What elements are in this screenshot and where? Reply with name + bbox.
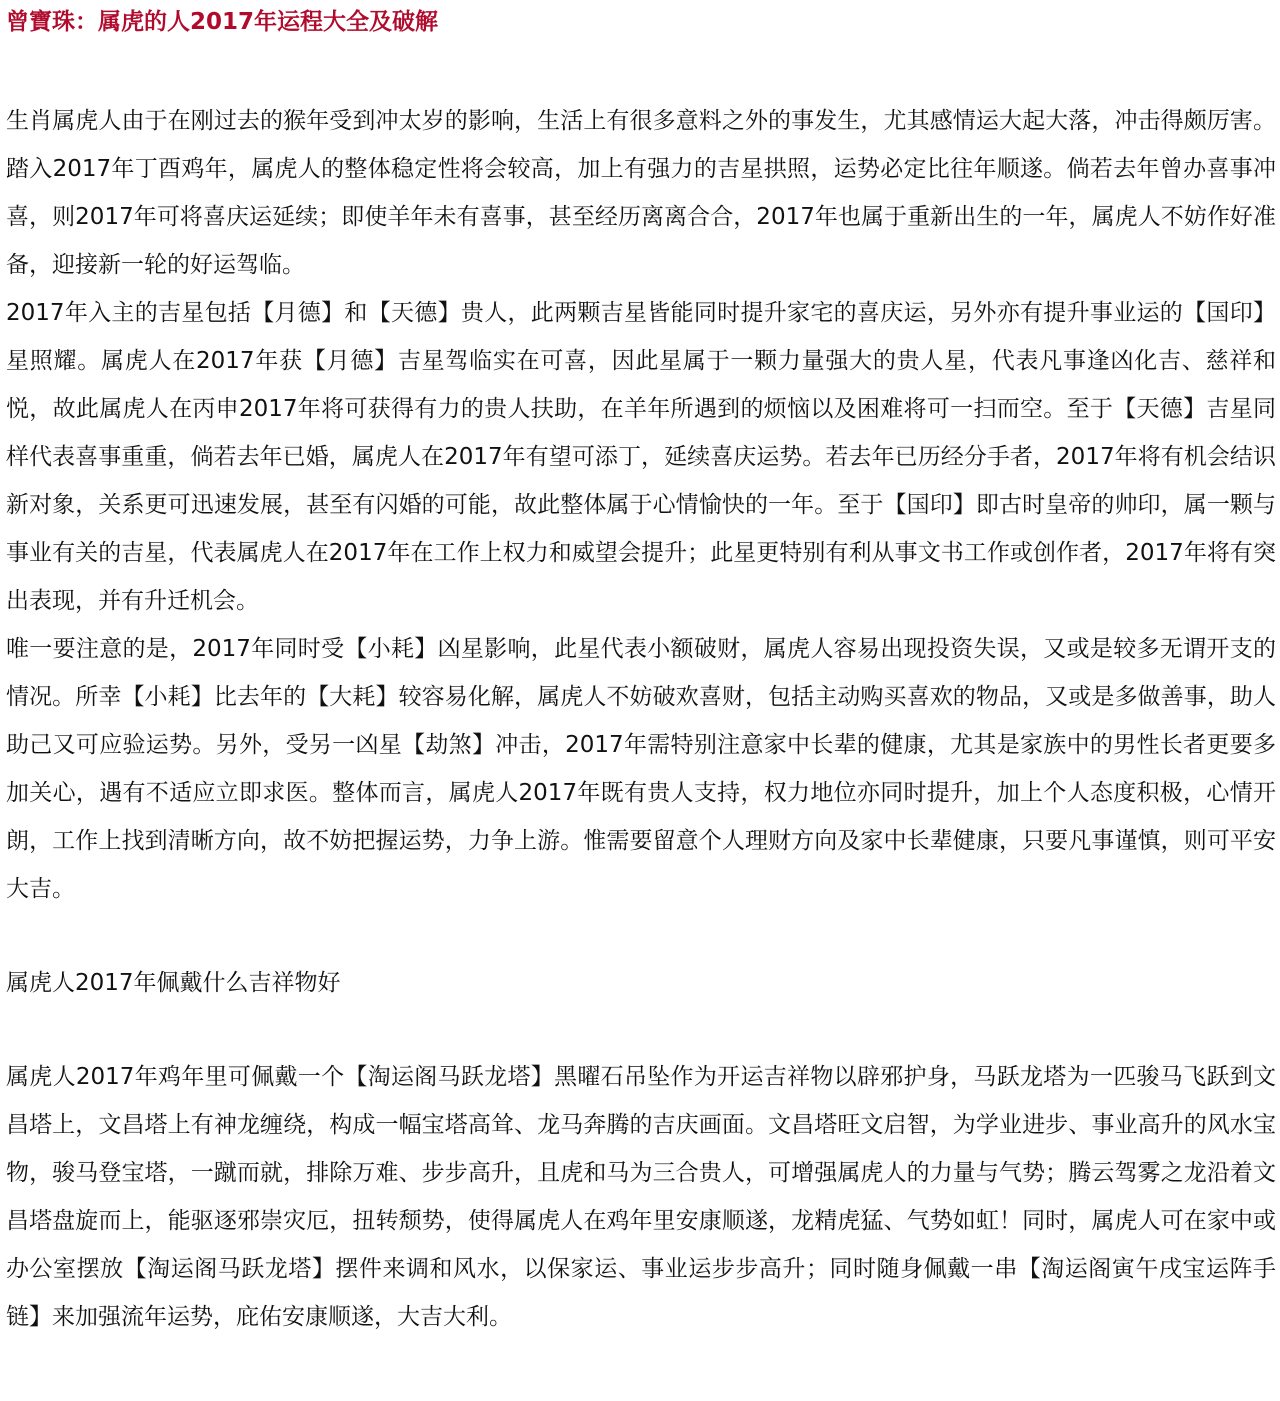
- paragraph-lucky-stars: 2017年入主的吉星包括【月德】和【天德】贵人，此两颗吉星皆能同时提升家宅的喜庆运，另外亦有提升事业运的【国印】星照耀。属虎人在2017年获【月德】吉星驾临实在可喜，因此星属于一颗力量强大的贵人星，代表凡事逢凶化吉、慈祥和悦，故此属虎人在丙申2017年将可获得有力的贵人扶助，在羊年所遇到的烦恼以及困难将可一扫而空。至于【天德】吉星同样代表喜事重重，倘若去年已婚，属虎人在2017年有望可添丁，延续喜庆运势。若去年已历经分手者，2017年将有机会结识新对象，关系更可迅速发展，甚至有闪婚的可能，故此整体属于心情愉快的一年。至于【国印】即古时皇帝的帅印，属一颗与事业有关的吉星，代表属虎人在2017年在工作上权力和威望会提升；此星更特别有利从事文书工作或创作者，2017年将有突出表现，并有升迁机会。: [6, 300, 1276, 614]
- spacer: [6, 1007, 1276, 1053]
- section-subheading: 属虎人2017年佩戴什么吉祥物好: [6, 970, 341, 996]
- paragraph-mascot: 属虎人2017年鸡年里可佩戴一个【淘运阁马跃龙塔】黑曜石吊坠作为开运吉祥物以辟邪护身，马跃龙塔为一匹骏马飞跃到文昌塔上，文昌塔上有神龙缠绕，构成一幅宝塔高耸、龙马奔腾的吉庆画面。文昌塔旺文启智，为学业进步、事业高升的风水宝物，骏马登宝塔，一蹴而就，排除万难、步步高升，且虎和马为三合贵人，可增强属虎人的力量与气势；腾云驾雾之龙沿着文昌塔盘旋而上，能驱逐邪崇灾厄，扭转颓势，使得属虎人在鸡年里安康顺遂，龙精虎猛、气势如虹！同时，属虎人可在家中或办公室摆放【淘运阁马跃龙塔】摆件来调和风水，以保家运、事业运步步高升；同时随身佩戴一串【淘运阁寅午戌宝运阵手链】来加强流年运势，庇佑安康顺遂，大吉大利。: [6, 1064, 1276, 1330]
- spacer: [6, 913, 1276, 959]
- article-title: 曾寶珠：属虎的人2017年运程大全及破解: [6, 9, 439, 35]
- spacer: [6, 44, 1276, 97]
- paragraph-intro: 生肖属虎人由于在刚过去的猴年受到冲太岁的影响，生活上有很多意料之外的事发生，尤其感情运大起大落，冲击得颇厉害。踏入2017年丁酉鸡年，属虎人的整体稳定性将会较高，加上有强力的吉星拱照，运势必定比往年顺遂。倘若去年曾办喜事冲喜，则2017年可将喜庆运延续；即使羊年未有喜事，甚至经历离离合合，2017年也属于重新出生的一年，属虎人不妨作好准备，迎接新一轮的好运驾临。: [6, 108, 1276, 278]
- paragraph-caution: 唯一要注意的是，2017年同时受【小耗】凶星影响，此星代表小额破财，属虎人容易出现投资失误，又或是较多无谓开支的情况。所幸【小耗】比去年的【大耗】较容易化解，属虎人不妨破欢喜财，包括主动购买喜欢的物品，又或是多做善事，助人助己又可应验运势。另外，受另一凶星【劫煞】冲击，2017年需特别注意家中长辈的健康，尤其是家族中的男性长者更要多加关心，遇有不适应立即求医。整体而言，属虎人2017年既有贵人支持，权力地位亦同时提升，加上个人态度积极，心情开朗，工作上找到清晰方向，故不妨把握运势，力争上游。惟需要留意个人理财方向及家中长辈健康，只要凡事谨慎，则可平安大吉。: [6, 636, 1276, 902]
